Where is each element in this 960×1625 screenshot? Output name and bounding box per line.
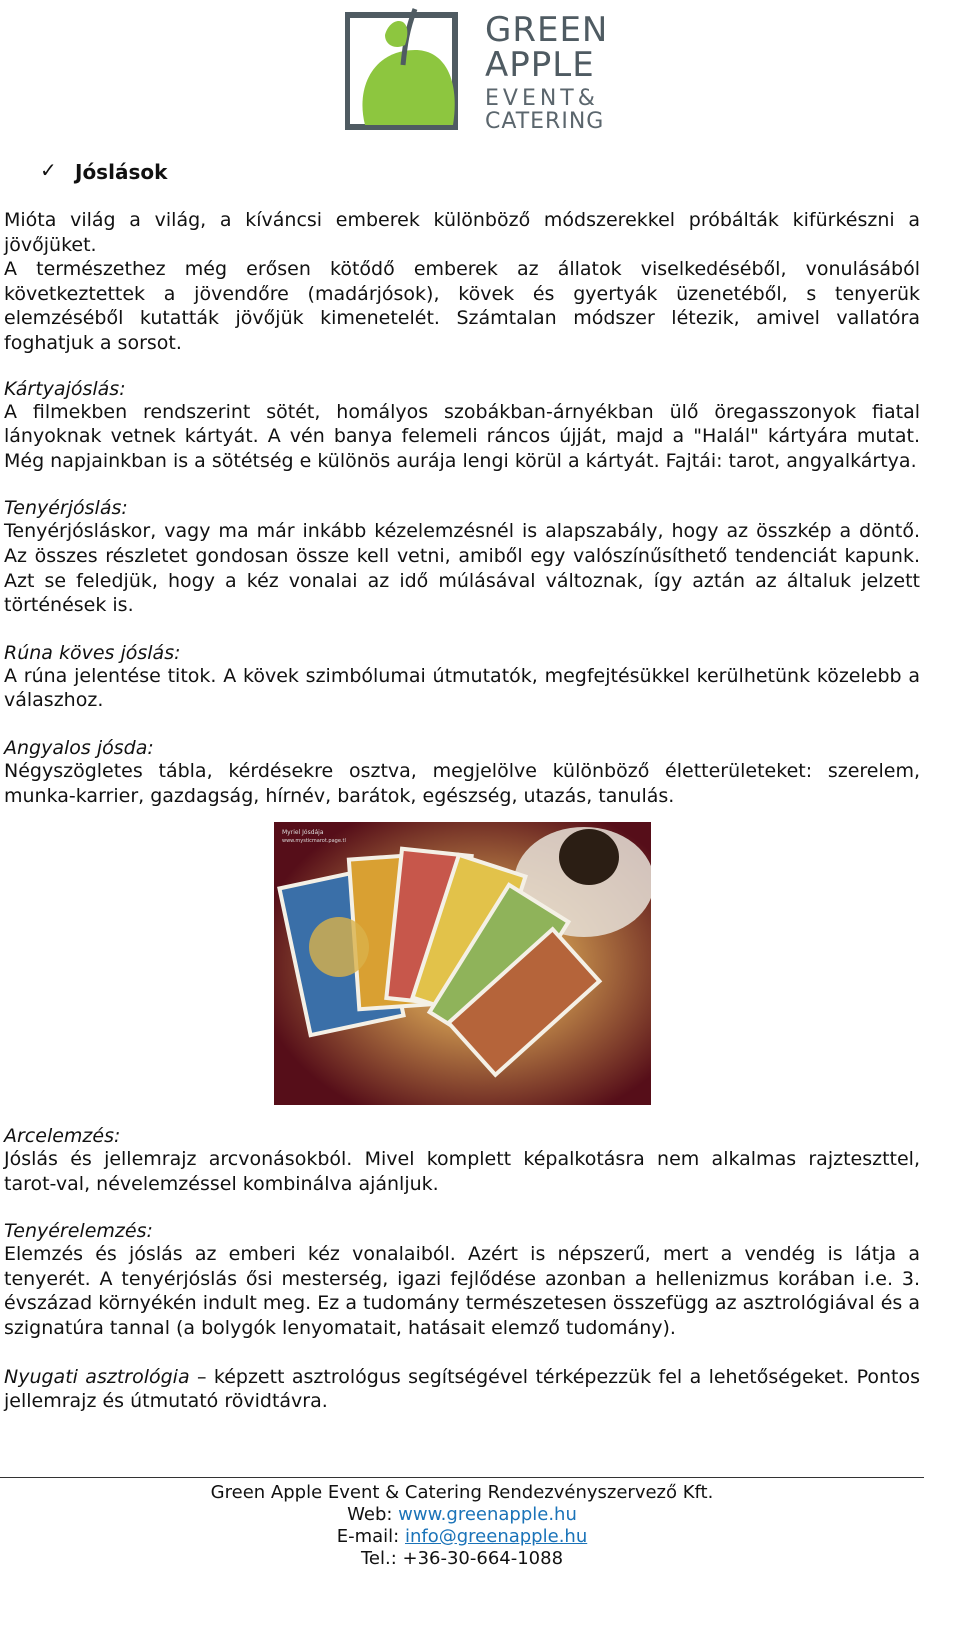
section-text: Négyszögletes tábla, kérdésekre osztva, megjelölve különböző életterületeket: szerelem, munka-karrier, gazdagság, hírnév, barátok, egészség, utazás, tanulás. <box>4 759 920 807</box>
apple-logo-icon <box>345 5 480 133</box>
section-text: A rúna jelentése titok. A kövek szimbólumai útmutatók, megfejtésükkel kerülhetünk közelebb a válaszhoz. <box>4 664 920 712</box>
company-logo <box>345 5 609 135</box>
photo-watermark: Myriel Jósdája <box>282 829 324 837</box>
section-title: Rúna köves jóslás: <box>4 641 181 664</box>
logo-line-event: EVENT& <box>485 86 599 111</box>
logo-line-apple: APPLE <box>485 45 595 85</box>
section-title: Tenyérelemzés: <box>4 1220 153 1243</box>
intro-paragraph-2: A természethez még erősen kötődő emberek az állatok viselkedéséből, vonulásából következtettek a jövendőre (madárjósok), kövek és gyertyák üzenetéből, s tenyerük elemzéséből kutatták jövőjük kimenetelét. Számtalan módszer létezik, amivel vallatóra foghatjuk a sorsot. <box>4 258 920 354</box>
section-tenyerjoslas <box>4 497 920 617</box>
logo-line-catering: CATERING <box>485 109 605 134</box>
footer-email-label: E-mail: <box>336 1526 405 1547</box>
checkmark-icon: ✓ <box>40 158 57 182</box>
email-link[interactable]: info@greenapple.hu <box>404 1526 588 1547</box>
footer-divider <box>0 1477 924 1478</box>
section-title: Tenyérjóslás: <box>4 497 128 520</box>
asztrologia-title: Nyugati asztrológia <box>4 1365 190 1388</box>
section-title: Angyalos jósda: <box>4 736 154 759</box>
section-text: Tenyérjósláskor, vagy ma már inkább kézelemzésnél is alapszabály, hogy az összkép a döntő. Az összes részletet gondosan össze kell vetni, amiből egy valószínűsíthető tendenciát kapunk. Azt se feledjük, hogy a kéz vonalai az idő múlásával változnak, így aztán az általuk jelzett történések is. <box>4 520 920 617</box>
section-title: Arcelemzés: <box>4 1125 121 1148</box>
section-text: A filmekben rendszerint sötét, homályos szobákban-árnyékban ülő öregasszonyok fiatal lányoknak vetnek kártyát. A vén banya felemeli ráncos újját, majd a "Halál" kártyára mutat. Még napjainkban is a sötétség e különös aurája lengi körül a kártyát. Fajtái: tarot, angyalkártya. <box>4 400 920 472</box>
photo-watermark-url: www.mysticmarot.page.tl <box>282 838 346 845</box>
footer-web-label: Web: <box>347 1504 399 1525</box>
footer <box>0 1482 924 1570</box>
intro-paragraph: Mióta világ a világ, a kíváncsi emberek különböző módszerekkel próbálták kifürkészni a jövőjüket. <box>4 209 920 256</box>
page-title: Jóslások <box>75 160 168 184</box>
section-angyalos <box>4 737 920 808</box>
footer-web <box>0 1504 924 1526</box>
section-text: Jóslás és jellemrajz arcvonásokból. Mivel komplett képalkotásra nem alkalmas rajzteszttel, tarot-val, névelemzéssel kombinálva ajánljuk. <box>4 1148 920 1195</box>
main-content <box>4 208 920 1414</box>
section-text: Elemzés és jóslás az emberi kéz vonalaiból. Azért is népszerű, mert a vendég is látja a tenyerét. A tenyérjóslás ősi mesterség, igazi fejlődése azonban a hellenizmus korában i.e. 3. évszázad környékén indult meg. Ez a tudomány természetesen összefügg az asztrológiával és a szignatúra tannal (a bolygók lenyomatait, hatásait elemző tudomány). <box>4 1243 920 1340</box>
section-kartyajoslas <box>4 378 920 474</box>
website-link[interactable]: www.greenapple.hu <box>398 1504 577 1525</box>
footer-company: Green Apple Event & Catering Rendezvényszervező Kft. <box>210 1482 714 1503</box>
footer-email <box>0 1526 924 1548</box>
section-arcelemzes <box>4 1125 920 1196</box>
logo-line-green: GREEN <box>485 10 609 50</box>
footer-phone: Tel.: +36-30-664-1088 <box>360 1548 564 1569</box>
asztrologia-text: – képzett asztrológus segítségével térképezzük fel a lehetőségeket. Pontos jellemrajz és útmutató rövidtávra. <box>4 1365 921 1413</box>
logo-text <box>485 10 609 134</box>
section-asztrologia <box>4 1365 920 1414</box>
tarot-cards-photo <box>274 822 651 1105</box>
section-title: Kártyajóslás: <box>4 377 126 400</box>
section-runa <box>4 642 920 713</box>
section-tenyerelemzes <box>4 1220 920 1340</box>
